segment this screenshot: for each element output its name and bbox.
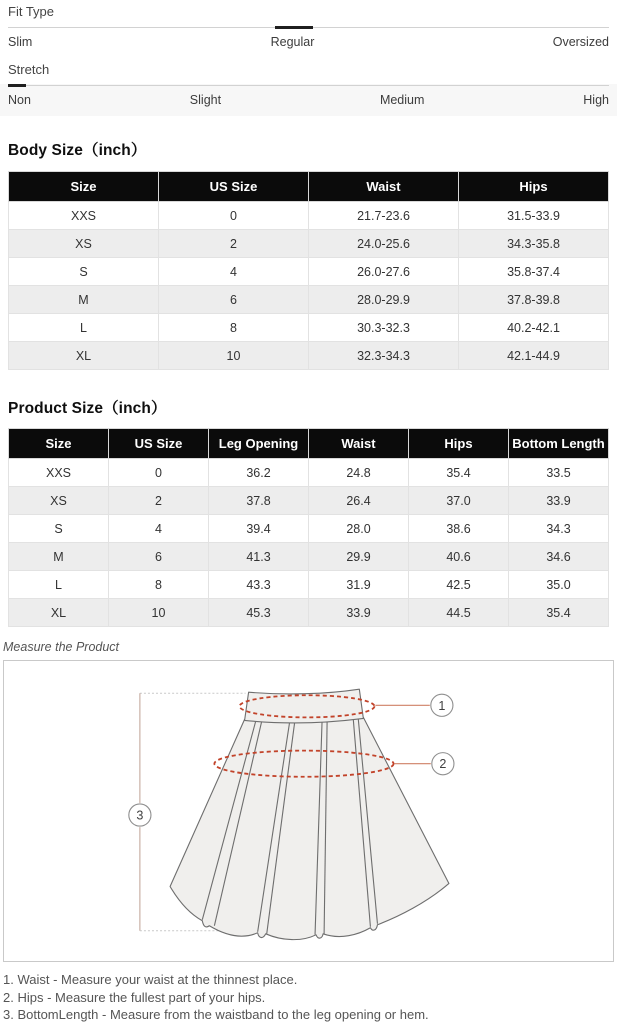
column-header: Hips	[459, 172, 609, 202]
column-header: Size	[9, 172, 159, 202]
stretch-slider[interactable]	[0, 62, 617, 116]
table-cell: XS	[9, 487, 109, 515]
svg-text:1: 1	[438, 698, 446, 713]
table-cell: M	[9, 543, 109, 571]
stretch-track	[8, 84, 609, 87]
table-cell: 33.9	[309, 599, 409, 627]
table-row	[9, 342, 609, 370]
fit-type-options	[0, 29, 617, 49]
table-cell: 42.5	[409, 571, 509, 599]
stretch-option-slight: Slight	[189, 93, 222, 107]
table-cell: 34.6	[509, 543, 609, 571]
table-cell: 8	[159, 314, 309, 342]
table-cell: 30.3-32.3	[309, 314, 459, 342]
table-cell: 33.9	[509, 487, 609, 515]
column-header: Size	[9, 429, 109, 459]
fit-type-option-regular: Regular	[270, 35, 315, 49]
table-cell: 34.3-35.8	[459, 230, 609, 258]
callout-2	[432, 753, 454, 775]
table-cell: 33.5	[509, 459, 609, 487]
table-cell: 38.6	[409, 515, 509, 543]
note-waist: 1. Waist - Measure your waist at the thinnest place.	[3, 972, 298, 987]
table-cell: M	[9, 286, 159, 314]
fit-type-selected-mark	[275, 26, 313, 29]
table-cell: 28.0-29.9	[309, 286, 459, 314]
svg-text:3: 3	[136, 808, 144, 823]
table-cell: 6	[159, 286, 309, 314]
table-header-row	[9, 172, 609, 202]
table-cell: 2	[109, 487, 209, 515]
stretch-label: Stretch	[8, 62, 50, 77]
callout-3	[129, 804, 151, 826]
table-cell: 37.8	[209, 487, 309, 515]
fit-sliders-section	[0, 0, 617, 116]
table-cell: XL	[9, 599, 109, 627]
column-header: US Size	[159, 172, 309, 202]
fit-type-slider[interactable]	[0, 4, 617, 49]
table-cell: 41.3	[209, 543, 309, 571]
table-cell: 31.5-33.9	[459, 202, 609, 230]
table-cell: 6	[109, 543, 209, 571]
note-bottom-length: 3. BottomLength - Measure from the waistband to the leg opening or hem.	[3, 1007, 429, 1022]
table-row	[9, 543, 609, 571]
table-row	[9, 286, 609, 314]
callout-1	[431, 694, 453, 716]
svg-text:2: 2	[439, 757, 447, 772]
table-cell: S	[9, 258, 159, 286]
table-cell: 44.5	[409, 599, 509, 627]
table-cell: 40.2-42.1	[459, 314, 609, 342]
stretch-band	[0, 84, 617, 116]
table-cell: XL	[9, 342, 159, 370]
stretch-option-high: High	[583, 93, 609, 107]
table-cell: 40.6	[409, 543, 509, 571]
fit-type-label: Fit Type	[8, 4, 55, 19]
table-cell: XXS	[9, 459, 109, 487]
column-header: Leg Opening	[209, 429, 309, 459]
table-cell: 24.8	[309, 459, 409, 487]
table-cell: 36.2	[209, 459, 309, 487]
table-cell: 32.3-34.3	[309, 342, 459, 370]
column-header: Waist	[309, 172, 459, 202]
table-cell: 10	[159, 342, 309, 370]
note-hips: 2. Hips - Measure the fullest part of your hips.	[3, 989, 266, 1005]
stretch-options	[0, 87, 617, 107]
table-row	[9, 571, 609, 599]
measure-diagram-box	[3, 660, 614, 962]
table-cell: 4	[159, 258, 309, 286]
column-header: Bottom Length	[509, 429, 609, 459]
table-cell: 37.8-39.8	[459, 286, 609, 314]
column-header: Waist	[309, 429, 409, 459]
table-row	[9, 459, 609, 487]
stretch-option-non: Non	[8, 93, 31, 107]
column-header: US Size	[109, 429, 209, 459]
table-cell: 29.9	[309, 543, 409, 571]
stretch-option-medium: Medium	[379, 93, 425, 107]
table-cell: 42.1-44.9	[459, 342, 609, 370]
table-cell: 35.0	[509, 571, 609, 599]
table-row	[9, 202, 609, 230]
stretch-track-line	[8, 85, 609, 86]
table-cell: 26.4	[309, 487, 409, 515]
table-cell: 35.4	[409, 459, 509, 487]
fit-type-track	[8, 26, 609, 29]
table-cell: 26.0-27.6	[309, 258, 459, 286]
measure-caption: Measure the Product	[3, 640, 120, 654]
table-cell: 31.9	[309, 571, 409, 599]
table-row	[9, 230, 609, 258]
table-cell: 45.3	[209, 599, 309, 627]
stretch-selected-mark	[8, 84, 26, 87]
fit-type-option-oversized: Oversized	[552, 35, 609, 49]
table-cell: 10	[109, 599, 209, 627]
table-cell: XS	[9, 230, 159, 258]
table-cell: 37.0	[409, 487, 509, 515]
column-header: Hips	[409, 429, 509, 459]
table-row	[9, 487, 609, 515]
table-cell: L	[9, 314, 159, 342]
fit-type-option-slim: Slim	[8, 35, 33, 49]
table-cell: 21.7-23.6	[309, 202, 459, 230]
table-cell: 28.0	[309, 515, 409, 543]
table-cell: 24.0-25.6	[309, 230, 459, 258]
table-row	[9, 258, 609, 286]
table-cell: 34.3	[509, 515, 609, 543]
table-cell: 39.4	[209, 515, 309, 543]
skirt-illustration	[170, 689, 449, 939]
table-cell: 2	[159, 230, 309, 258]
measure-notes	[3, 971, 614, 1024]
table-row	[9, 599, 609, 627]
table-cell: S	[9, 515, 109, 543]
table-cell: 0	[159, 202, 309, 230]
table-cell: 4	[109, 515, 209, 543]
table-cell: XXS	[9, 202, 159, 230]
table-cell: 35.4	[509, 599, 609, 627]
table-cell: 0	[109, 459, 209, 487]
skirt-measure-diagram	[4, 661, 613, 961]
table-row	[9, 515, 609, 543]
body-size-title: Body Size（inch）	[8, 142, 147, 159]
product-size-title: Product Size（inch）	[8, 400, 167, 417]
body-size-table	[8, 171, 609, 370]
table-cell: 8	[109, 571, 209, 599]
product-size-table	[8, 428, 609, 627]
table-row	[9, 314, 609, 342]
table-cell: 43.3	[209, 571, 309, 599]
table-header-row	[9, 429, 609, 459]
table-cell: 35.8-37.4	[459, 258, 609, 286]
table-cell: L	[9, 571, 109, 599]
